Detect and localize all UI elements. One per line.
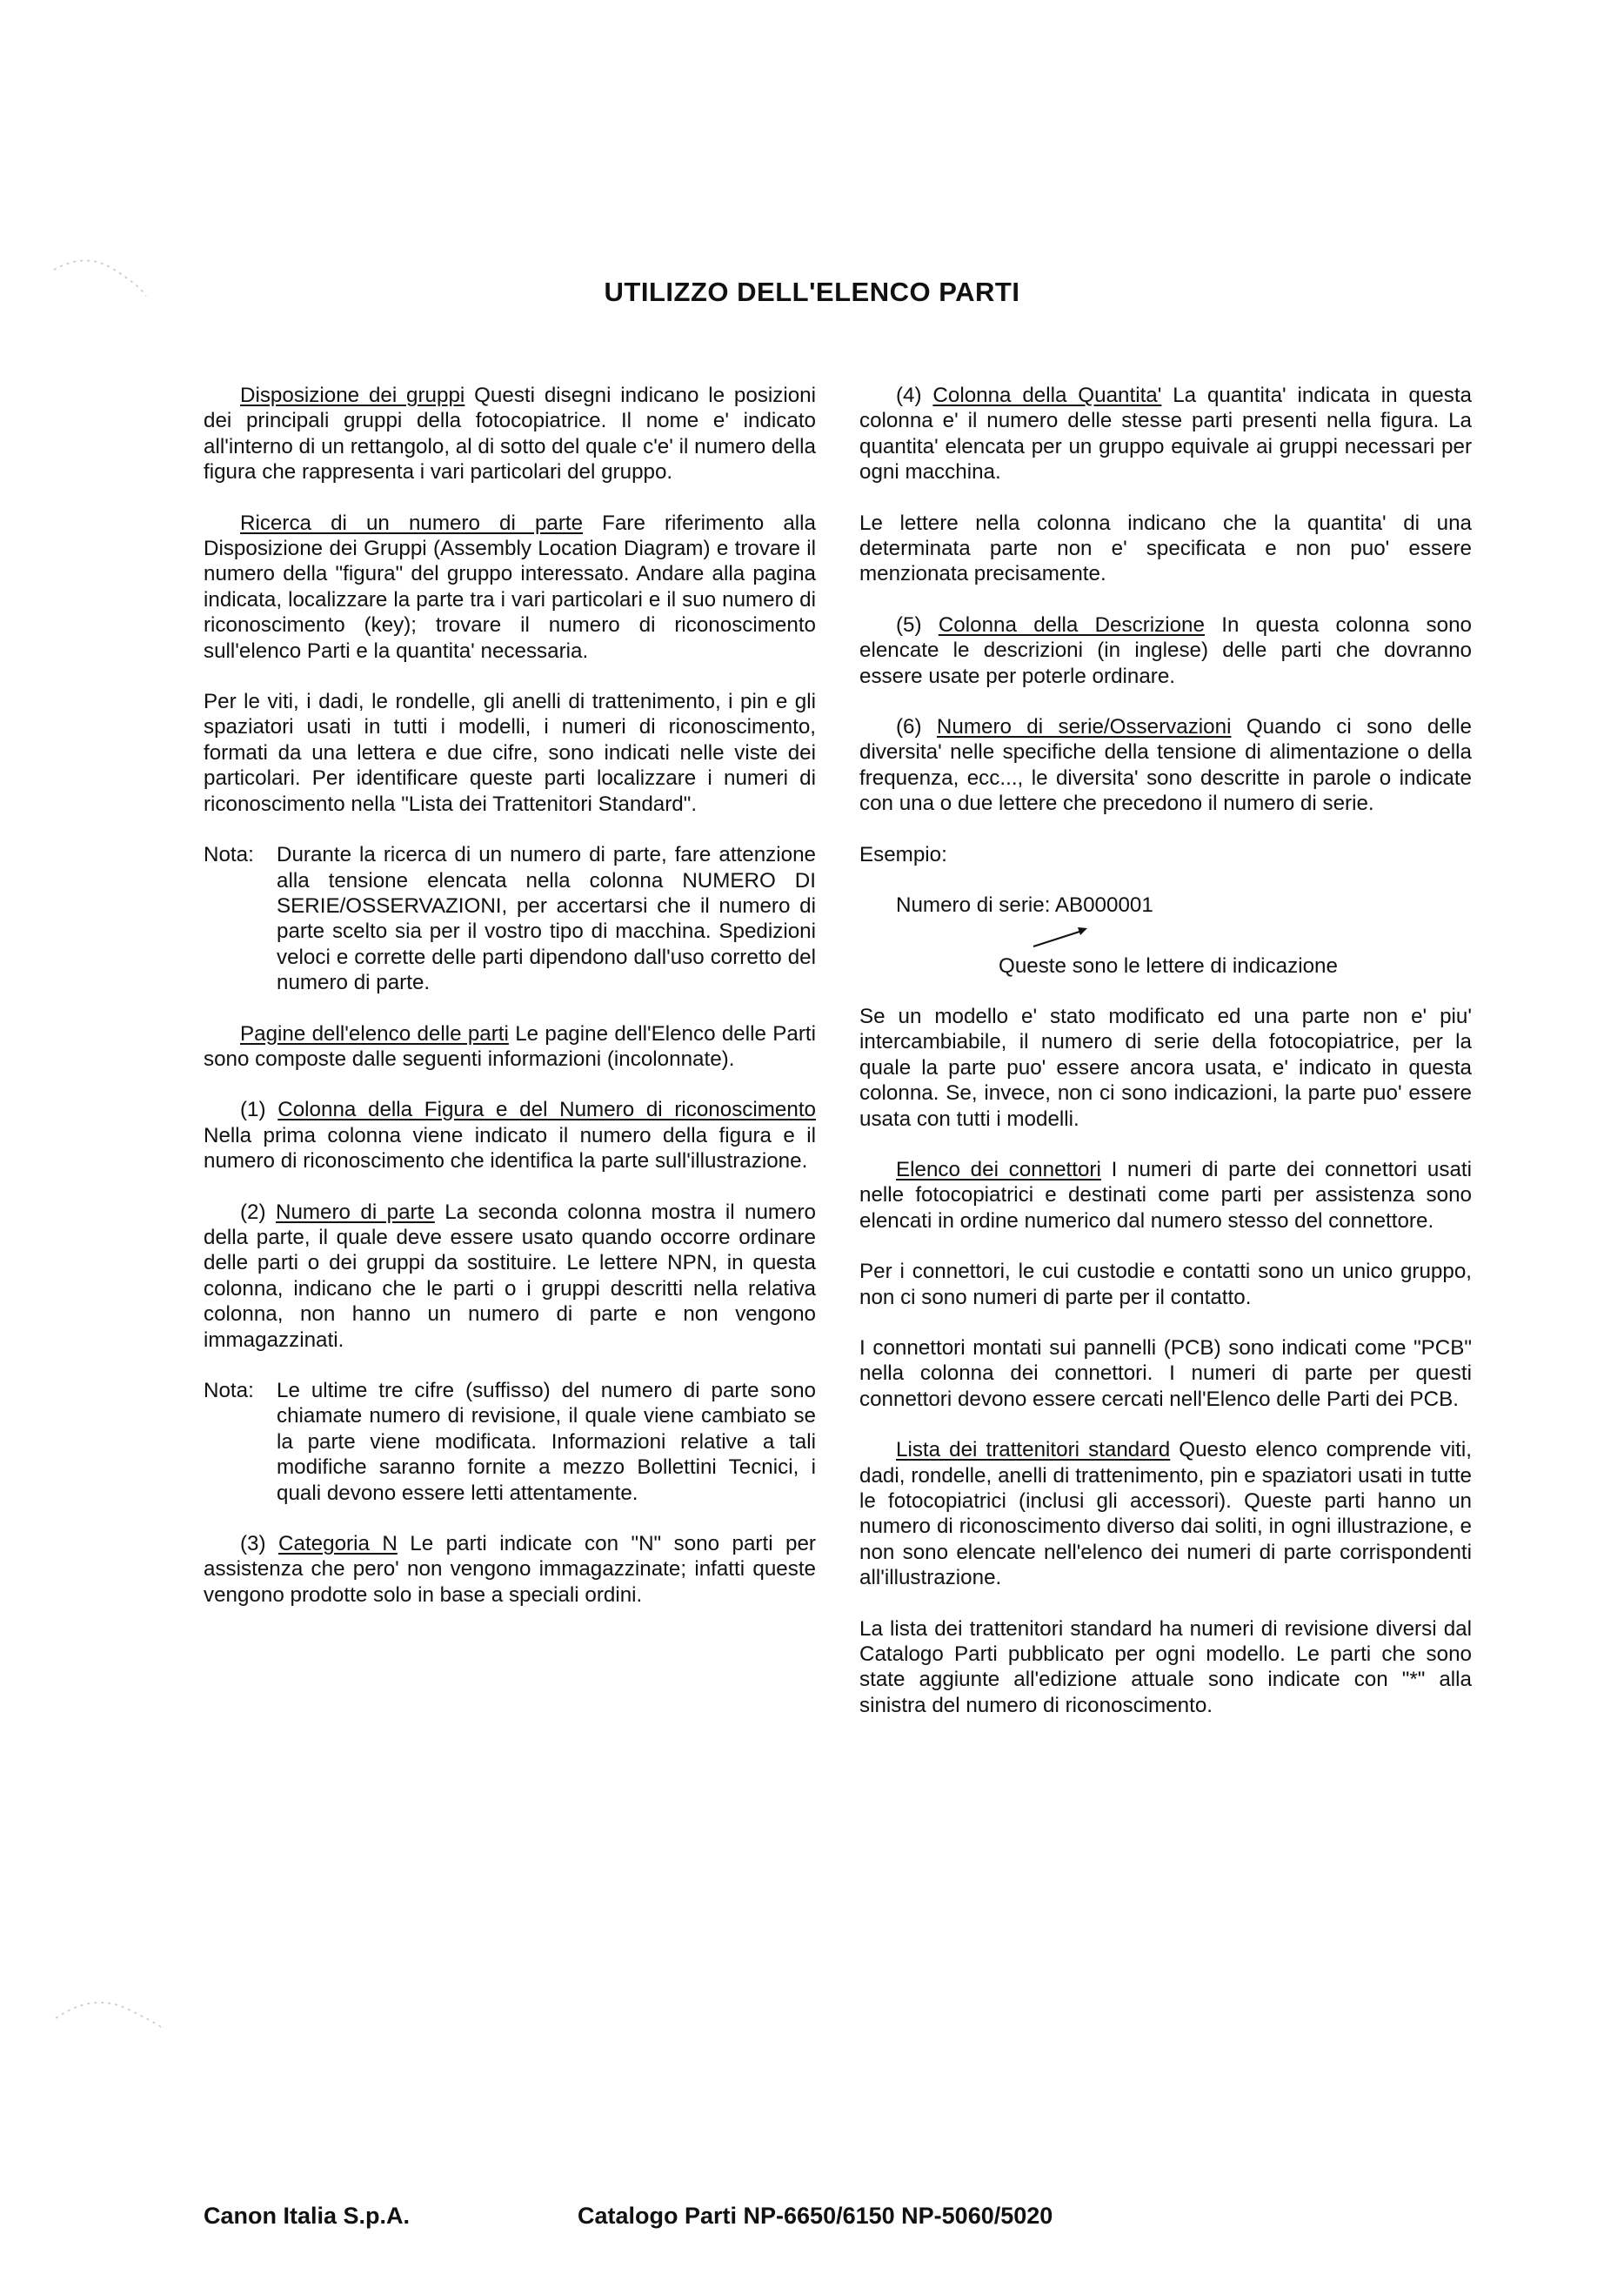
heading-colonna-3: Categoria N [278, 1532, 398, 1556]
prefix-colonna-1: (1) [240, 1098, 278, 1122]
heading-lista: Lista dei trattenitori standard [896, 1438, 1171, 1462]
text-ricerca: Fare riferimento alla Disposizione dei Gruppi (Assembly Location Diagram) e trovare il numero della "figura" del gruppo interessato. Andare alla pagina indicata, localizzare la parte tra i vari particolari e il suo numero di riconoscimento (key); trovare il numero di riconoscimento sull'elenco Parti e la quantita' necessaria. [204, 511, 816, 663]
footer-company: Canon Italia S.p.A. [204, 2203, 411, 2229]
paragraph-colonna-1 [204, 1097, 816, 1174]
text-pagine: Le pagine dell'Elenco delle Parti sono composte dalle seguenti informazioni (incolonnate). [204, 1021, 816, 1071]
page-title: UTILIZZO DELL'ELENCO PARTI [604, 277, 1020, 307]
note-1-label: Nota: [204, 843, 254, 867]
prefix-colonna-3: (3) [240, 1532, 279, 1556]
paragraph-viti: Per le viti, i dadi, le rondelle, gli anelli di trattenimento, i pin e gli spaziatori usati in tutti i modelli, i numeri di riconoscimento, formati da una lettera e due cifre, sono indicati nelle viste dei particolari. Per identificare queste parti localizzare i numeri di riconoscimento nella "Lista dei Trattenitori Standard". [204, 690, 816, 816]
note-2-text: Le ultime tre cifre (suffisso) del numero di parte sono chiamate numero di revisione, il quale viene cambiato se la parte viene modificata. Informazioni relative a tali modifiche saranno fornite a mezzo Bollettini Tecnici, i quali devono essere letti attentamente. [277, 1379, 816, 1505]
text-colonna-3: Le parti indicate con "N" sono parti per assistenza che pero' non vengono immagazzinate; infatti queste vengono prodotte solo in base a speciali ordini. [204, 1532, 816, 1607]
heading-colonna-5: Colonna della Descrizione [938, 612, 1205, 637]
scan-artifact-bottom [50, 1983, 164, 2044]
prefix-colonna-5: (5) [896, 612, 939, 637]
heading-colonna-4: Colonna della Quantita' [932, 384, 1162, 407]
example-label: Esempio: [859, 842, 947, 866]
example-caption: Queste sono le lettere di indicazione [999, 953, 1338, 978]
paragraph-modificato: Se un modello e' stato modificato ed una parte non e' piu' intercambiabile, il numero di serie della fotocopiatrice, per la quale la parte puo' essere ancora usata, e' indicato in questa colonna. Se, invece, non ci sono indicazioni, la parte puo' essere usata con tutti i modelli. [859, 1004, 1472, 1131]
left-column [204, 383, 816, 1633]
heading-pagine: Pagine dell'elenco delle parti [240, 1021, 509, 1046]
text-lista: Questo elenco comprende viti, dadi, rondelle, anelli di trattenimento, pin e spaziatori usati in tutte le fotocopiatrici (inclusi gli accessori). Queste parti hanno un numero di riconoscimento diverso dai soliti, in ogni illustrazione, e non sono elencate nell'elenco dei numeri di parte corrispondenti all'illustrazione. [859, 1438, 1472, 1590]
paragraph-revisione: La lista dei trattenitori standard ha numeri di revisione diversi dal Catalogo Parti pubblicato per ogni modello. Le parti che sono state aggiunte all'edizione attuale sono indicate con "*" alla sinistra del numero di riconoscimento. [859, 1616, 1472, 1717]
text-colonna-5: In questa colonna sono elencate le descrizioni (in inglese) delle parti che dovranno essere usate per poterle ordinare. [859, 612, 1473, 688]
example-serial-value: AB000001 [1054, 893, 1153, 918]
paragraph-colonna-6 [859, 714, 1472, 817]
paragraph-disposizione [204, 383, 816, 485]
note-2-label: Nota: [204, 1379, 254, 1402]
paragraph-pagine [204, 1021, 816, 1073]
paragraph-connettori [859, 1157, 1472, 1234]
text-connettori: I numeri di parte dei connettori usati nelle fotocopiatrici e destinati come parti per assistenza sono elencati in ordine numerico dal numero stesso del connettore. [859, 1157, 1472, 1233]
footer-catalog: Catalogo Parti NP-6650/6150 NP-5060/5020 [578, 2203, 1053, 2229]
text-colonna-6: Quando ci sono delle diversita' nelle specifiche della tensione di alimentazione o della frequenza, ecc..., le diversita' sono descritte in parole o indicate con una o due lettere che precedono il numero di serie. [859, 715, 1472, 816]
right-column [859, 383, 1472, 1743]
heading-disposizione: Disposizione dei gruppi [240, 384, 465, 407]
text-colonna-4: La quantita' indicata in questa colonna e' il numero delle stesse parti presenti nella figura. La quantita' elencata per un gruppo equivale ai gruppi necessari per ogni macchina. [859, 384, 1472, 485]
arrow-icon [1030, 924, 1091, 950]
paragraph-colonna-4 [859, 383, 1472, 485]
paragraph-colonna-5 [859, 612, 1472, 689]
prefix-colonna-2: (2) [240, 1200, 276, 1224]
paragraph-lista [859, 1437, 1472, 1590]
heading-colonna-1: Colonna della Figura e del Numero di riconoscimento [277, 1098, 816, 1122]
heading-ricerca: Ricerca di un numero di parte [240, 511, 584, 535]
text-colonna-1: Nella prima colonna viene indicato il numero della figura e il numero di riconoscimento che identifica la parte sull'illustrazione. [204, 1123, 816, 1174]
paragraph-pcb: I connettori montati sui pannelli (PCB) sono indicati come "PCB" nella colonna dei connettori. I numeri di parte per questi connettori devono essere cercati nell'Elenco delle Parti dei PCB. [859, 1335, 1472, 1411]
example-serial-line [859, 893, 1472, 918]
paragraph-ricerca [204, 511, 816, 664]
scan-artifact-top [50, 244, 155, 304]
prefix-colonna-4: (4) [896, 384, 933, 407]
example-arrow [859, 929, 1472, 948]
text-colonna-2: La seconda colonna mostra il numero della parte, il quale deve essere usato quando occorre ordinare delle parti o dei gruppi da sostituire. Le lettere NPN, in questa colonna, indicano che le parti o i gruppi descritti nella relativa colonna, non hanno un numero di parte e non vengono immagazzinati. [204, 1200, 817, 1352]
prefix-colonna-6: (6) [896, 715, 937, 739]
note-1-text: Durante la ricerca di un numero di parte, fare attenzione alla tensione elencata nella colonna NUMERO DI SERIE/OSSERVAZIONI, per accertarsi che il numero di parte scelto sia per il vostro tipo di macchina. Spedizioni veloci e corrette delle parti dipendono dall'uso corretto del numero di parte. [277, 843, 816, 995]
paragraph-colonna-2 [204, 1200, 816, 1353]
note-2 [204, 1378, 816, 1506]
paragraph-lettere: Le lettere nella colonna indicano che la quantita' di una determinata parte non e' specificata e non puo' essere menzionata precisamente. [859, 511, 1472, 586]
heading-colonna-2: Numero di parte [275, 1200, 435, 1224]
paragraph-colonna-3 [204, 1531, 816, 1608]
heading-colonna-6: Numero di serie/Osservazioni [936, 715, 1232, 739]
note-1 [204, 842, 816, 995]
paragraph-custodie: Per i connettori, le cui custodie e contatti sono un unico gruppo, non ci sono numeri di parte per il contatto. [859, 1260, 1472, 1309]
text-disposizione: Questi disegni indicano le posizioni dei principali gruppi della fotocopiatrice. Il nome e' indicato all'interno di un rettangolo, al di sotto del quale c'e' il numero della figura che rappresenta i vari particolari del gruppo. [204, 384, 816, 485]
example-serial-label: Numero di serie: [896, 893, 1051, 918]
heading-connettori: Elenco dei connettori [896, 1157, 1101, 1181]
